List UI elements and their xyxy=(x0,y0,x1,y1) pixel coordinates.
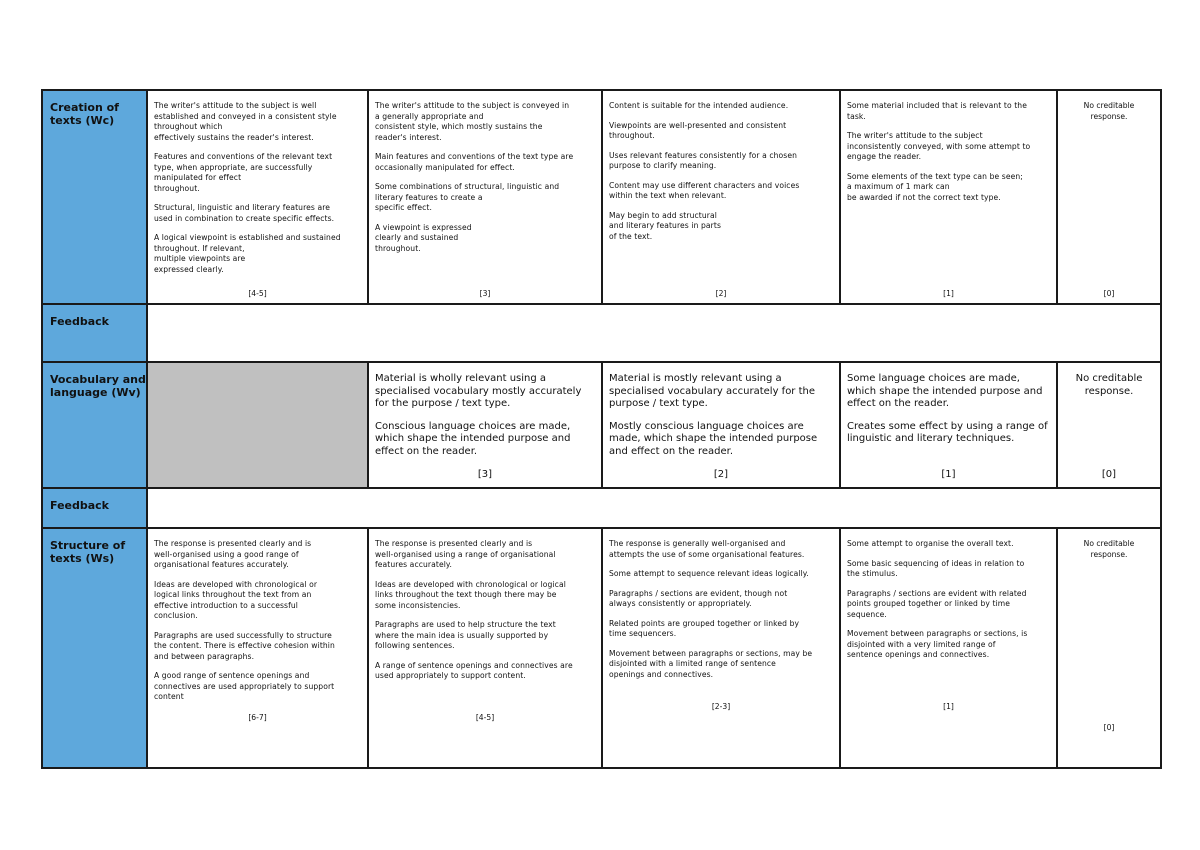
descriptor: The writer's attitude to the subject is conveyed in a generally appropriate and consistent style, which mostly sustains the reader's interest. xyxy=(375,101,570,142)
band-3-cell xyxy=(368,90,602,304)
descriptor: Content is suitable for the intended audience. xyxy=(609,101,789,110)
row-feedback xyxy=(42,488,1161,528)
mark-label: [1] xyxy=(943,289,954,298)
no-credit-text: No creditable response. xyxy=(1075,373,1143,397)
band-4-5-cell xyxy=(368,528,602,768)
mark-label: [3] xyxy=(477,469,493,480)
band-0-cell xyxy=(1057,90,1161,304)
descriptor: Related points are grouped together or linked by time sequencers. xyxy=(609,618,800,638)
mark-label: [4-5] xyxy=(475,713,495,722)
descriptor: Viewpoints are well-presented and consistent throughout. xyxy=(609,120,787,140)
feedback-area[interactable] xyxy=(147,304,1161,362)
descriptor: Uses relevant features consistently for a chosen purpose to clarify meaning. xyxy=(609,150,798,170)
descriptor: Some language choices are made, which shape the intended purpose and effect on the reader. xyxy=(847,373,1043,409)
band-6-7-cell xyxy=(147,528,368,768)
mark-label: [2] xyxy=(713,469,729,480)
feedback-label: Feedback xyxy=(50,499,109,512)
descriptor: Paragraphs / sections are evident with related points grouped together or linked by time sequence. xyxy=(847,588,1027,619)
criterion-feedback xyxy=(42,304,147,362)
criterion-label: Structure of texts (Ws) xyxy=(50,539,126,565)
band-3-cell xyxy=(368,362,602,488)
descriptor: Ideas are developed with chronological or logical links throughout the text though there may be some inconsistencies. xyxy=(375,579,566,610)
descriptor: Movement between paragraphs or sections, is disjointed with a very limited range of sentence openings and connectives. xyxy=(847,629,1028,659)
mark-label: [0] xyxy=(1103,723,1115,732)
descriptor: Main features and conventions of the text type are occasionally manipulated for effect. xyxy=(375,152,574,172)
descriptor: Some basic sequencing of ideas in relation to the stimulus. xyxy=(847,558,1025,578)
row-vocabulary-and-language xyxy=(42,362,1161,488)
descriptor: A good range of sentence openings and connectives are used appropriately to support content xyxy=(154,671,335,701)
descriptor: Mostly conscious language choices are made, which shape the intended purpose and effect on the reader. xyxy=(609,420,818,457)
no-credit-text: No creditable response. xyxy=(1083,101,1135,121)
mark-label: [0] xyxy=(1101,469,1117,480)
mark-label: [2] xyxy=(715,289,727,298)
band-2-cell xyxy=(602,90,840,304)
row-creation-of-texts xyxy=(42,90,1161,304)
descriptor: The writer's attitude to the subject inconsistently conveyed, with some attempt to engage the reader. xyxy=(847,131,1031,161)
marking-rubric-table xyxy=(41,89,1162,769)
descriptor: A logical viewpoint is established and sustained throughout. If relevant, multiple viewpoints are expressed clearly. xyxy=(154,233,341,274)
descriptor: Material is mostly relevant using a specialised vocabulary accurately for the purpose / text type. xyxy=(609,373,816,409)
criterion-creation-of-texts xyxy=(42,90,147,304)
descriptor: The response is generally well-organised and attempts the use of some organisational features. xyxy=(609,539,805,559)
descriptor: Creates some effect by using a range of linguistic and literary techniques. xyxy=(847,420,1048,444)
descriptor: Some attempt to sequence relevant ideas logically. xyxy=(609,569,809,578)
mark-label: [3] xyxy=(479,289,491,298)
descriptor: Movement between paragraphs or sections, may be disjointed with a limited range of sentence openings and connectives. xyxy=(609,648,813,679)
descriptor: The response is presented clearly and is well-organised using a range of organisational features accurately. xyxy=(375,539,556,569)
band-0-cell xyxy=(1057,528,1161,768)
descriptor: Ideas are developed with chronological or logical links throughout the text from an effective introduction to a successful conclusion. xyxy=(154,579,318,620)
descriptor: The response is presented clearly and is well-organised using a good range of organisational features accurately. xyxy=(154,539,312,569)
descriptor: Paragraphs are used to help structure the text where the main idea is usually supported by following sentences. xyxy=(375,620,556,650)
descriptor: Structural, linguistic and literary features are used in combination to create specific effects. xyxy=(154,203,335,223)
criterion-label: Creation of texts (Wc) xyxy=(50,101,119,127)
descriptor: Content may use different characters and voices within the text when relevant. xyxy=(609,180,800,200)
descriptor: A range of sentence openings and connectives are used appropriately to support content. xyxy=(375,660,573,680)
feedback-label: Feedback xyxy=(50,315,109,328)
descriptor: Paragraphs are used successfully to structure the content. There is effective cohesion within and between paragraphs. xyxy=(154,630,335,661)
descriptor: Material is wholly relevant using a specialised vocabulary mostly accurately for the purpose / text type. xyxy=(375,373,582,409)
band-2-cell xyxy=(602,362,840,488)
no-credit-text: No creditable response. xyxy=(1083,539,1135,559)
mark-label: [1] xyxy=(943,702,954,711)
descriptor: Paragraphs / sections are evident, though not always consistently or appropriately. xyxy=(609,588,788,608)
band-empty-cell xyxy=(147,362,368,488)
criterion-vocabulary-and-language xyxy=(42,362,147,488)
feedback-area[interactable] xyxy=(147,488,1161,528)
band-1-cell xyxy=(840,528,1057,768)
descriptor: Some attempt to organise the overall text. xyxy=(847,539,1014,548)
descriptor: Some material included that is relevant to the task. xyxy=(847,101,1027,121)
band-0-cell xyxy=(1057,362,1161,488)
descriptor: Some combinations of structural, linguistic and literary features to create a specific effect. xyxy=(375,182,560,212)
criterion-feedback xyxy=(42,488,147,528)
mark-label: [0] xyxy=(1103,289,1115,298)
descriptor: Conscious language choices are made, which shape the intended purpose and effect on the reader. xyxy=(375,420,571,457)
descriptor: A viewpoint is expressed clearly and sustained throughout. xyxy=(375,222,472,253)
band-1-cell xyxy=(840,362,1057,488)
descriptor: Features and conventions of the relevant text type, when appropriate, are successfully manipulated for effect throughout. xyxy=(154,152,333,193)
criterion-structure-of-texts xyxy=(42,528,147,768)
descriptor: Some elements of the text type can be seen; a maximum of 1 mark can be awarded if not the correct text type. xyxy=(847,171,1023,202)
mark-label: [2-3] xyxy=(711,702,731,711)
mark-label: [1] xyxy=(941,469,956,480)
descriptor: The writer's attitude to the subject is well established and conveyed in a consistent style throughout which effectively sustains the reader's interest. xyxy=(154,101,337,142)
band-4-5-cell xyxy=(147,90,368,304)
descriptor: May begin to add structural and literary features in parts of the text. xyxy=(609,210,722,241)
mark-label: [4-5] xyxy=(248,289,267,298)
band-1-cell xyxy=(840,90,1057,304)
row-feedback xyxy=(42,304,1161,362)
mark-label: [6-7] xyxy=(248,713,267,722)
criterion-label: Vocabulary and language (Wv) xyxy=(50,373,146,399)
row-structure-of-texts xyxy=(42,528,1161,768)
band-2-3-cell xyxy=(602,528,840,768)
